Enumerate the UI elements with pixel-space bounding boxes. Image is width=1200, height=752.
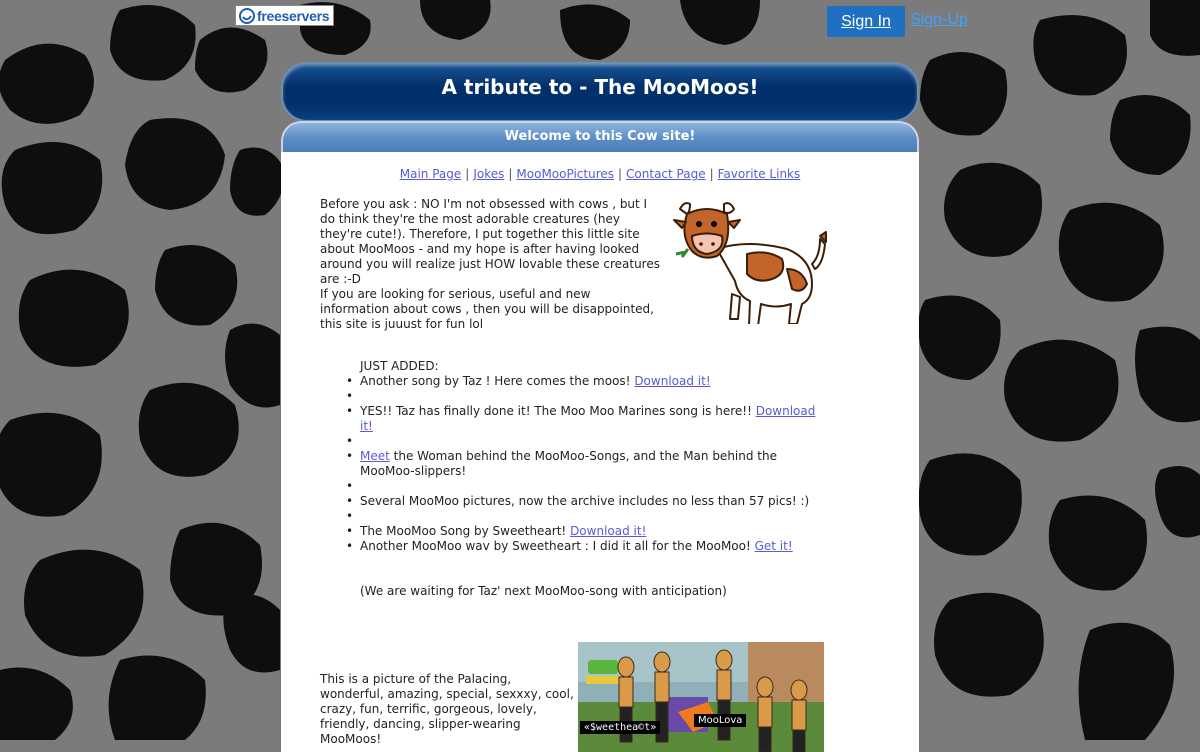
nav-favorite-links[interactable]: Favorite Links [717, 167, 801, 181]
avatar-label-moolova: MooLova [694, 714, 746, 727]
news-item [360, 539, 830, 554]
sign-in-button[interactable]: Sign In [827, 6, 905, 37]
nav-moomoo-pictures[interactable]: MooMooPictures [516, 167, 614, 181]
intro-paragraph-2: If you are looking for serious, useful and new information about cows , then you will be disappointed, this site is juuust for fun lol [320, 287, 654, 331]
spacer [360, 509, 830, 524]
news-item-text: The MooMoo Song by Sweetheart! [360, 524, 571, 538]
avatar-label-sweetheart: «$weethea©t» [580, 721, 660, 734]
intro-paragraph-1: Before you ask : NO I'm not obsessed with cows , but I do think they're the most adorable creatures (hey they're cute!). Therefore, I put together this little site about MooMoos - and my hope is after having looked around you will realize just HOW lovable these creatures are :-D [320, 197, 660, 286]
nav-separator: | [709, 167, 714, 181]
news-item-text: Several MooMoo pictures, now the archive includes no less than 57 pics! :) [360, 494, 810, 508]
moomoos-photo-art [578, 642, 824, 752]
news-item [360, 524, 830, 539]
news-item [360, 494, 830, 509]
nav-main-page[interactable]: Main Page [399, 167, 462, 181]
download-taz-song-link[interactable]: Download it! [634, 374, 711, 388]
nav-separator: | [465, 167, 470, 181]
news-item [360, 449, 830, 479]
nav-separator: | [508, 167, 513, 181]
picture-caption: This is a picture of the Palacing, wonderful, amazing, special, sexxxy, cool, crazy, fun, terrific, gorgeous, lovely, friendly, dancing, slipper-wearing MooMoos! [320, 672, 574, 746]
news-item-text: YES!! Taz has finally done it! The Moo Moo Marines song is here!! [360, 404, 756, 418]
freeservers-topbar [0, 0, 1200, 46]
download-marines-song-link[interactable]: Download it! [360, 404, 816, 433]
news-item-text: the Woman behind the MooMoo-Songs, and the Man behind the MooMoo-slippers! [360, 449, 777, 478]
news-item [360, 404, 830, 434]
spacer [360, 434, 830, 449]
download-sweetheart-song-link[interactable]: Download it! [570, 524, 647, 538]
news-item [360, 374, 830, 389]
moomoos-photo [578, 642, 824, 752]
news-list [360, 374, 830, 554]
site-title: A tribute to - The MooMoos! [441, 75, 759, 99]
welcome-banner [281, 121, 919, 152]
meet-link[interactable]: Meet [360, 449, 390, 463]
nav-contact-page[interactable]: Contact Page [626, 167, 706, 181]
get-wav-link[interactable]: Get it! [754, 539, 793, 553]
cartoon-cow-image [672, 194, 827, 324]
welcome-text: Welcome to this Cow site! [504, 129, 696, 144]
nav-separator: | [618, 167, 623, 181]
freeservers-logo-icon [239, 8, 255, 24]
intro-text [320, 197, 662, 332]
sign-up-link[interactable]: Sign-Up [910, 11, 968, 28]
freeservers-logo-text: freeservers [257, 7, 330, 24]
site-nav [281, 167, 919, 181]
content-panel [281, 152, 919, 752]
news-item-text: Another MooMoo wav by Sweetheart : I did it all for the MooMoo! [360, 539, 755, 553]
spacer [360, 479, 830, 494]
site-title-banner [281, 62, 919, 122]
waiting-note: (We are waiting for Taz' next MooMoo-song with anticipation) [360, 584, 727, 598]
freeservers-logo[interactable] [235, 5, 334, 26]
spacer [360, 389, 830, 404]
news-item-text: Another song by Taz ! Here comes the moos! [360, 374, 635, 388]
nav-jokes[interactable]: Jokes [473, 167, 505, 181]
just-added-heading: JUST ADDED: [360, 359, 439, 373]
